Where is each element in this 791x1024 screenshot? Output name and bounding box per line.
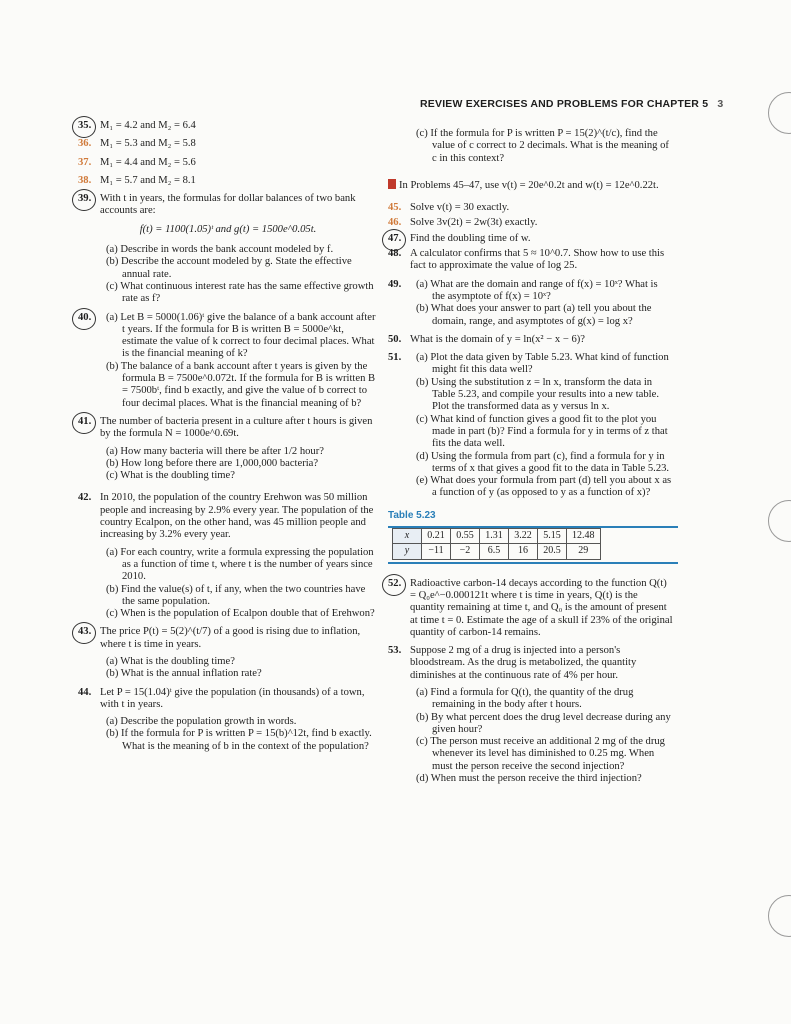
problem-43 [78,626,378,680]
problem-text: M₁ = 5.7 and M₂ = 8.1 [100,174,196,186]
section-marker [388,179,396,189]
problems-intro [388,179,673,192]
part-c: (c) The person must receive an additional 2 mg of the drug whenever its level has diminished to 0.25 mg. When must the person receive the second injection? [416,736,665,772]
problem-number: 42. [78,492,92,504]
problem-number: 35. [78,120,92,131]
running-header [420,98,723,110]
table-cell: 5.15 [538,529,567,544]
problem-text: The number of bacteria present in a culture after t hours is given by the formula N = 1000e^0.69t. [100,415,373,440]
part-b: (b) The balance of a bank account after t years is given by the formula B = 7500e^0.072t. If the formula for B is written B = 7500bᵗ, find b exactly, and give the value of b correct to four decimal places. What is the financial meaning of b? [106,360,376,409]
problem-number: 37. [78,156,92,168]
table-row [393,529,601,544]
table-cell: 0.55 [451,529,480,544]
problem-50 [388,334,673,346]
problem-text: Find the doubling time of w. [410,232,531,244]
problem-number: 41. [78,415,92,427]
part-a: (a) How many bacteria will there be after 1/2 hour? [106,445,324,457]
part-a: (a) What are the domain and range of f(x) = 10ˣ? What is the asymptote of f(x) = 10ˣ? [416,278,658,302]
data-table [392,528,601,560]
problem-39 [78,193,378,305]
problem-text: M₁ = 4.2 and M₂ = 6.4 [100,120,196,131]
problem-38 [78,175,378,187]
part-b: (b) Find the value(s) of t, if any, when the two countries have the same population. [106,583,366,607]
circle-mark [72,308,96,330]
problem-51 [388,352,673,500]
table-cell: 29 [567,544,601,559]
problem-42 [78,492,378,620]
formula: f(t) = 1100(1.05)ᵗ and g(t) = 1500e^0.05t. [139,223,317,235]
problem-number: 48. [388,248,402,260]
table-cell: 12.48 [567,529,601,544]
problem-52 [388,578,673,639]
problem-text: What is the domain of y = ln(x² − x − 6)? [410,333,585,345]
problem-40 [78,312,378,410]
problem-number: 53. [388,645,402,657]
problem-text: With t in years, the formulas for dollar balances of two bank accounts are: [100,193,356,217]
problem-text: A calculator confirms that 5 ≈ 10^0.7. Show how to use this fact to approximate the value of log 25. [410,248,665,272]
problem-36 [78,138,378,150]
problem-text: Solve v(t) = 30 exactly. [410,202,510,214]
part-c: (c) What is the doubling time? [106,470,235,482]
part-a: (a) What is the doubling time? [106,655,235,667]
table-cell: 16 [509,544,538,559]
part-c: (c) When is the population of Ecalpon double that of Erehwon? [106,608,375,620]
problem-text: Radioactive carbon-14 decays according to the function Q(t) = Q₀e^−0.000121t where t is time in years, Q(t) is the quantity remaining at time t, and Q₀ is the amount of present at time t = 0. Estimate the age of a skull if 23% of the original quantity of carbon-14 remains. [410,577,673,638]
binder-hole-bottom [768,895,791,937]
problem-number: 40. [78,311,92,323]
part-b: (b) Using the substitution z = ln x, transform the data in Table 5.23, and compile your results into a new table. Plot the transformed data as y versus ln x. [416,376,659,413]
problem-number: 39. [78,193,92,205]
part-a: (a) Describe the population growth in words. [106,716,297,728]
problem-49 [388,279,673,328]
intro-text: In Problems 45–47, use v(t) = 20e^0.2t and w(t) = 12e^0.22t. [399,179,659,191]
problem-48 [388,248,673,273]
table-header-x: x [393,529,422,544]
left-column [78,120,378,753]
problem-44-part-c: (c) If the formula for P is written P = 15(2)^(t/c), find the value of c correct to 2 decimals. What is the meaning of c in this context? [416,128,669,164]
problem-text: In 2010, the population of the country Erehwon was 50 million people and increasing by 2.9% every year. The population of the country Ecalpon, on the other hand, was 45 million people and increasing by 3.2% every year. [100,492,374,541]
circle-mark [72,412,96,434]
problem-number: 51. [388,352,402,364]
problem-text: Suppose 2 mg of a drug is injected into a person's bloodstream. As the drug is metabolized, the quantity diminishes at the continuous rate of 4% per hour. [410,645,637,681]
problem-number: 45. [388,202,402,214]
problem-53 [388,645,673,785]
right-column [388,128,673,785]
part-b: (b) What is the annual inflation rate? [106,668,262,680]
circle-mark [72,116,96,138]
problem-text: M₁ = 4.4 and M₂ = 5.6 [100,156,196,168]
problem-number: 46. [388,217,402,229]
problem-44 [78,687,378,753]
problem-41 [78,416,378,482]
page-number: 3 [717,98,724,110]
table-header-y: y [393,544,422,559]
problem-47 [388,233,673,245]
problem-text: Let P = 15(1.04)ᵗ give the population (in thousands) of a town, with t in years. [100,686,365,710]
part-d: (d) Using the formula from part (c), find a formula for y in terms of x that gives a good fit to the data in Table 5.23. [416,450,670,474]
binder-hole-top [768,92,791,134]
problem-text: M₁ = 5.3 and M₂ = 5.8 [100,138,196,150]
table-title: Table 5.23 [388,509,436,521]
problem-35 [78,120,378,132]
table-cell: 0.21 [422,529,451,544]
circle-mark [382,574,406,596]
table-cell: 20.5 [538,544,567,559]
part-b: (b) What does your answer to part (a) tell you about the domain, range, and asymptotes of g(x) = log x? [416,303,652,327]
problem-number: 44. [78,686,92,698]
part-b: (b) If the formula for P is written P = 15(b)^12t, find b exactly. What is the meaning of b in the context of the population? [106,728,372,752]
problem-46 [388,217,673,229]
circle-mark [72,622,96,644]
problem-number: 49. [388,278,402,290]
part-b: (b) By what percent does the drug level decrease during any given hour? [416,711,671,735]
part-a: (a) Let B = 5000(1.06)ᵗ give the balance of a bank account after t years. If the formula for B is written B = 5000e^kt, estimate the value of k correct to four decimal places. What is the financial meaning of k? [106,311,376,360]
part-b: (b) Describe the account modeled by g. State the effective annual rate. [106,256,352,280]
part-a: (a) For each country, write a formula expressing the population as a function of time t, where t is the number of years since 2010. [106,546,374,583]
part-a: (a) Find a formula for Q(t), the quantity of the drug remaining in the body after t hours. [416,686,634,711]
problem-number: 43. [78,626,92,638]
problem-text: Solve 3v(2t) = 2w(3t) exactly. [410,217,538,229]
table-cell: 6.5 [480,544,509,559]
part-a: (a) Describe in words the bank account modeled by f. [106,244,334,256]
part-a: (a) Plot the data given by Table 5.23. What kind of function might fit this data well? [416,352,669,376]
problem-45 [388,202,673,214]
table-row [393,544,601,559]
problem-number: 38. [78,174,92,186]
problem-37 [78,157,378,169]
binder-hole-middle [768,500,791,542]
table-cell: 3.22 [509,529,538,544]
part-b: (b) How long before there are 1,000,000 bacteria? [106,457,319,469]
circle-mark [72,189,96,211]
problem-number: 47. [388,232,402,244]
table-cell: −11 [422,544,451,559]
part-c: (c) What continuous interest rate has the same effective growth rate as f? [106,280,374,305]
problem-number: 52. [388,577,402,589]
part-e: (e) What does your formula from part (d) tell you about x as a function of y (as opposed to y as a function of x)? [416,475,672,499]
problem-number: 36. [78,138,92,150]
header-title: REVIEW EXERCISES AND PROBLEMS FOR CHAPTER 5 [420,98,709,110]
problem-text: The price P(t) = 5(2)^(t/7) of a good is rising due to inflation, where t is time in years. [100,626,361,650]
part-d: (d) When must the person receive the third injection? [416,773,642,785]
problem-number: 50. [388,333,402,345]
table-cell: −2 [451,544,480,559]
part-c: (c) What kind of function gives a good fit to the plot you made in part (b)? Find a formula for y in terms of z that fits the data well. [416,413,668,450]
table-cell: 1.31 [480,529,509,544]
